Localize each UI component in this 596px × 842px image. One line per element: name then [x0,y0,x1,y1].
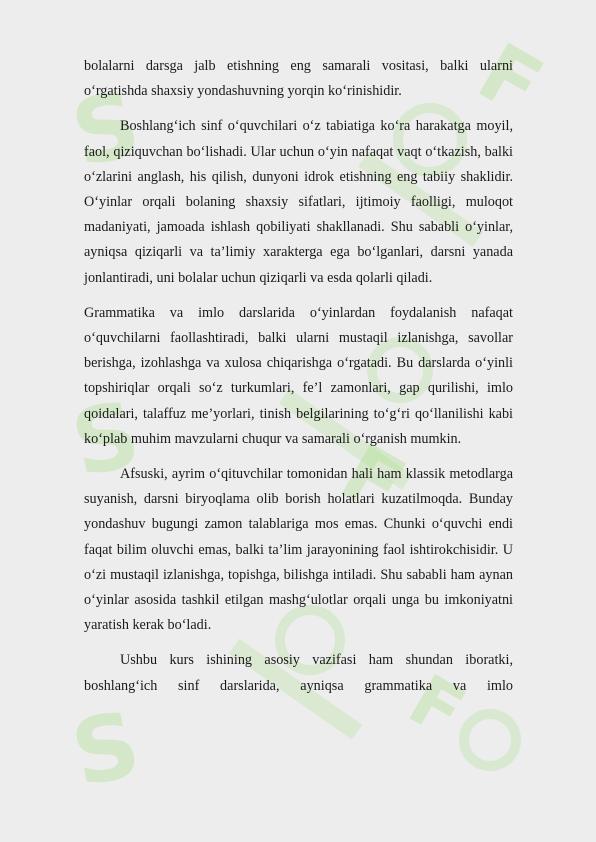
paragraph-1: bolalarni darsga jalb etishning eng samarali vositasi, balki ularni o‘rgatishda shaxsiy yondashuvning yorqin ko‘rinishidir. [84,58,513,100]
svg-text:F: F [325,425,420,534]
svg-text:S: S [63,381,149,498]
document-body [84,54,513,709]
svg-text:F: F [395,658,478,754]
svg-text:S: S [63,691,149,808]
svg-text:F: F [463,25,558,134]
svg-text:S: S [63,71,149,188]
paragraph-3: Grammatika va imlo darslarida o‘yinlardan foydalanish nafaqat o‘quvchilarni faollashtiradi, balki ularni mustaqil izlanishga, savollar berishga, izohlashga va xulosa chiqarishga o‘rgatadi. Bu darslarda o‘yinli topshiriqlar orqali so‘z turkumlari, fe’l zamonlari, gap qurilishi, imlo qoidalari, talaffuz me’yorlari, tinish belgilarining to‘g‘ri qo‘llanilishi kabi ko‘plab muhim mavzularni chuqur va samarali o‘rganish mumkin. [84,304,513,447]
paragraph-2: Boshlang‘ich sinf o‘quvchilari o‘z tabiatiga ko‘ra harakatga moyil, faol, qiziquvchan bo‘lishadi. Ular uchun o‘yin nafaqat vaqt o‘tkazish, balki o‘zlarini anglash, his qilish, dunyoni idrok etishning eng tabiiy shaklidir. O‘yinlar orqali bolaning shaxsiy sifatlari, ijtimoiy faolligi, muloqot madaniyati, jamoada ishlash qobiliyati shakllanadi. Shu sababli o‘yinlar, ayniqsa qiziqarli va ta’limiy xarakterga ega bo‘lganlari, darsni yanada jonlantiradi, uni bolalar uchun qiziqarli va esda qolarli qiladi. [84,118,513,286]
paragraph-5: Ushbu kurs ishining asosiy vazifasi ham shundan iboratki, boshlang‘ich sinf darslarida, ayniqsa grammatika va imlo [84,652,513,694]
paragraph-4: Afsuski, ayrim o‘qituvchilar tomonidan hali ham klassik metodlarga suyanish, darsni biryoqlama olib borish holatlari kuzatilmoqda. Bunday yondashuv bugungi zamon talablariga mos emas. Chunki o‘quvchi endi faqat bilim oluvchi emas, balki ta’lim jarayonining faol ishtirokchisidir. U o‘zi mustaqil izlanishga, topishga, bilishga intiladi. Shu sababli ham aynan o‘yinlar asosida tashkil etilgan mashg‘ulotlar orqali unga bu imkoniyatni yaratish kerak bo‘ladi. [84,466,513,634]
